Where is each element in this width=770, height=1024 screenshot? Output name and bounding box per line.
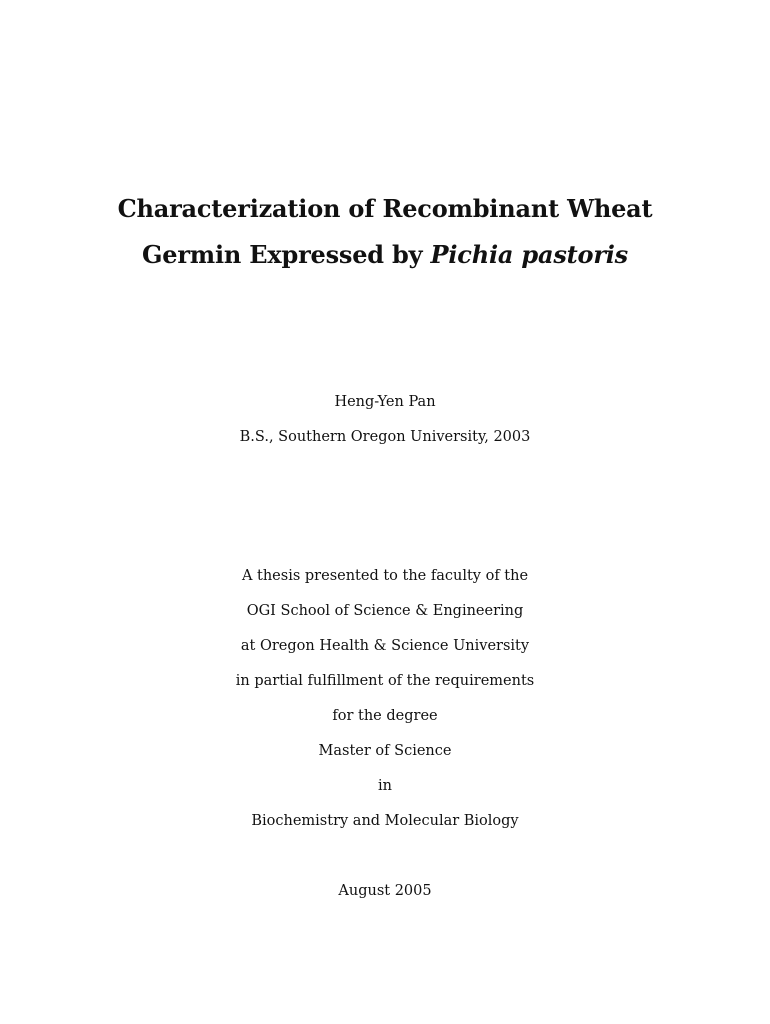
author-name: Heng-Yen Pan xyxy=(334,394,436,410)
statement-line-2: OGI School of Science & Engineering xyxy=(246,603,524,619)
thesis-title-prefix: Germin Expressed by xyxy=(141,240,431,269)
degree-name: Master of Science xyxy=(318,743,452,759)
degree-field: Biochemistry and Molecular Biology xyxy=(251,813,519,829)
statement-line-1: A thesis presented to the faculty of the xyxy=(241,568,529,584)
statement-line-3: at Oregon Health & Science University xyxy=(240,638,530,654)
statement-line-4: in partial fulfillment of the requirements xyxy=(235,673,535,689)
thesis-title-species: Pichia pastoris xyxy=(430,240,628,269)
submission-date: August 2005 xyxy=(338,883,432,899)
thesis-title-line-1: Characterization of Recombinant Wheat xyxy=(117,194,653,223)
thesis-title-line-2 xyxy=(0,240,770,270)
statement-line-7: in xyxy=(378,778,392,794)
author-degree: B.S., Southern Oregon University, 2003 xyxy=(239,429,531,445)
statement-line-5: for the degree xyxy=(332,708,438,724)
